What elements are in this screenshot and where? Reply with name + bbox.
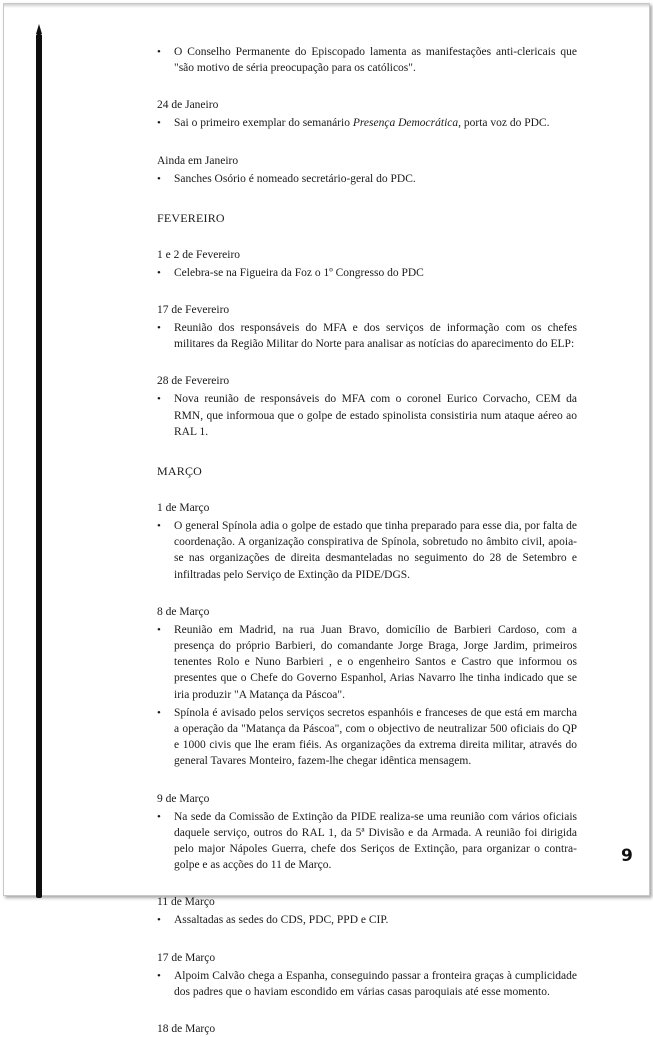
item-text: O general Spínola adia o golpe de estado que tinha preparado para esse dia, por falta de coordenação. A organização conspirativa de Spínola, sobretudo no âmbito civil, apoia-se nas organizações de direita desmanteladas no seguimento do 28 de Setembro e infiltradas pelo Serviço de Extinção da PIDE/DGS. — [174, 520, 577, 581]
date-heading: 17 de Março — [157, 951, 216, 964]
item-text: Spínola é avisado pelos serviços secretos espanhóis e franceses de que está em marcha a operação da "Matança da Páscoa", com o objectivo de neutralizar 500 oficiais do QP e 1000 civis que lhe eram fiéis. As organizações da extrema direita militar, através do general Tavares Monteiro, fazem-lhe chegar idêntica mensagem. — [174, 706, 577, 768]
date-heading: 1 de Março — [157, 502, 210, 515]
month-heading: MARÇO — [157, 464, 203, 479]
date-heading: 17 de Fevereiro — [157, 304, 230, 317]
bullet-item — [157, 391, 577, 440]
bullet-item — [157, 518, 577, 583]
date-heading: 24 de Janeiro — [157, 99, 219, 112]
item-text: Reunião dos responsáveis do MFA e dos serviços de informação com os chefes militares da Região Militar do Norte para analisar as notícias do aparecimento do ELP: — [174, 322, 577, 351]
bullet-item — [157, 912, 577, 928]
page-number: 9 — [621, 846, 633, 866]
bullet-icon: • — [157, 266, 161, 279]
binding-edge — [36, 34, 42, 898]
publication-title: Presença Democrática — [352, 117, 459, 130]
date-heading: 28 de Fevereiro — [157, 375, 230, 388]
date-heading: 18 de Março — [157, 1023, 216, 1036]
item-text: Celebra-se na Figueira da Foz o 1º Congresso do PDC — [174, 266, 424, 279]
bullet-item — [157, 44, 577, 76]
bullet-item — [157, 705, 577, 770]
item-text: Na sede da Comissão de Extinção da PIDE realiza-se uma reunião com vários oficiais daquele serviço, outros do RAL 1, da 5ª Divisão e da Armada. A reunião foi dirigida pelo major Nápoles Guerra, chefe dos Seriços de Extinção, para organizar o contra-golpe e as acções do 11 de Março. — [174, 810, 577, 872]
bullet-item — [157, 809, 577, 874]
bullet-item — [157, 115, 577, 131]
item-text: Nova reunião de responsáveis do MFA com o coronel Eurico Corvacho, CEM da RMN, que informoua que o golpe de estado spinolista consistiria num ataque aéreo ao RAL 1. — [174, 393, 577, 438]
bullet-icon: • — [157, 810, 161, 823]
bullet-item — [157, 171, 577, 187]
bullet-icon: • — [157, 914, 161, 927]
bullet-icon: • — [157, 393, 161, 406]
bullet-icon: • — [157, 322, 161, 335]
item-text: Alpoim Calvão chega a Espanha, conseguindo passar a fronteira graças à cumplicidade dos padres que o haviam escondido em várias casas paroquiais até esse momento. — [174, 969, 577, 998]
bullet-icon: • — [157, 172, 161, 185]
chronology-content — [157, 42, 577, 1037]
item-text: Sanches Osório é nomeado secretário-geral do PDC. — [174, 172, 416, 185]
month-heading: FEVEREIRO — [157, 210, 225, 225]
bullet-icon: • — [157, 969, 161, 982]
item-text: , porta voz do PDC. — [458, 117, 550, 130]
date-heading: Ainda em Janeiro — [157, 154, 239, 167]
date-heading: 1 e 2 de Fevereiro — [157, 248, 241, 261]
bullet-icon: • — [157, 706, 161, 719]
date-heading: 9 de Março — [157, 792, 210, 805]
document-page — [3, 3, 650, 1036]
item-text: Assaltadas as sedes do CDS, PDC, PPD e CIP. — [174, 914, 389, 927]
item-text: Reunião em Madrid, na rua Juan Bravo, domicílio de Barbieri Cardoso, com a presença do próprio Barbieri, do comandante Jorge Braga, Jorge Jardim, primeiros tenentes Rolo e Nuno Barbieri , e o engenheiro Santos e Castro que informou os presentes que o Chefe do Governo Espanhol, Arias Navarro lhe tinha indicado que se iria produzir "A Matança da Páscoa". — [174, 623, 577, 701]
date-heading: 11 de Março — [157, 896, 215, 909]
bullet-icon: • — [157, 623, 161, 636]
bullet-item — [157, 968, 577, 1000]
item-text: Sai o primeiro exemplar do semanário — [174, 117, 353, 130]
bullet-icon: • — [157, 520, 161, 533]
date-heading: 8 de Março — [157, 605, 210, 618]
bullet-item — [157, 320, 577, 352]
bullet-item — [157, 622, 577, 703]
bullet-item — [157, 265, 577, 281]
binding-mark — [36, 24, 42, 34]
item-text: O Conselho Permanente do Episcopado lamenta as manifestações anti-clericais que "são motivo de séria preocupação para os católicos". — [174, 46, 577, 75]
bullet-icon: • — [157, 46, 161, 58]
bullet-icon: • — [157, 117, 161, 130]
